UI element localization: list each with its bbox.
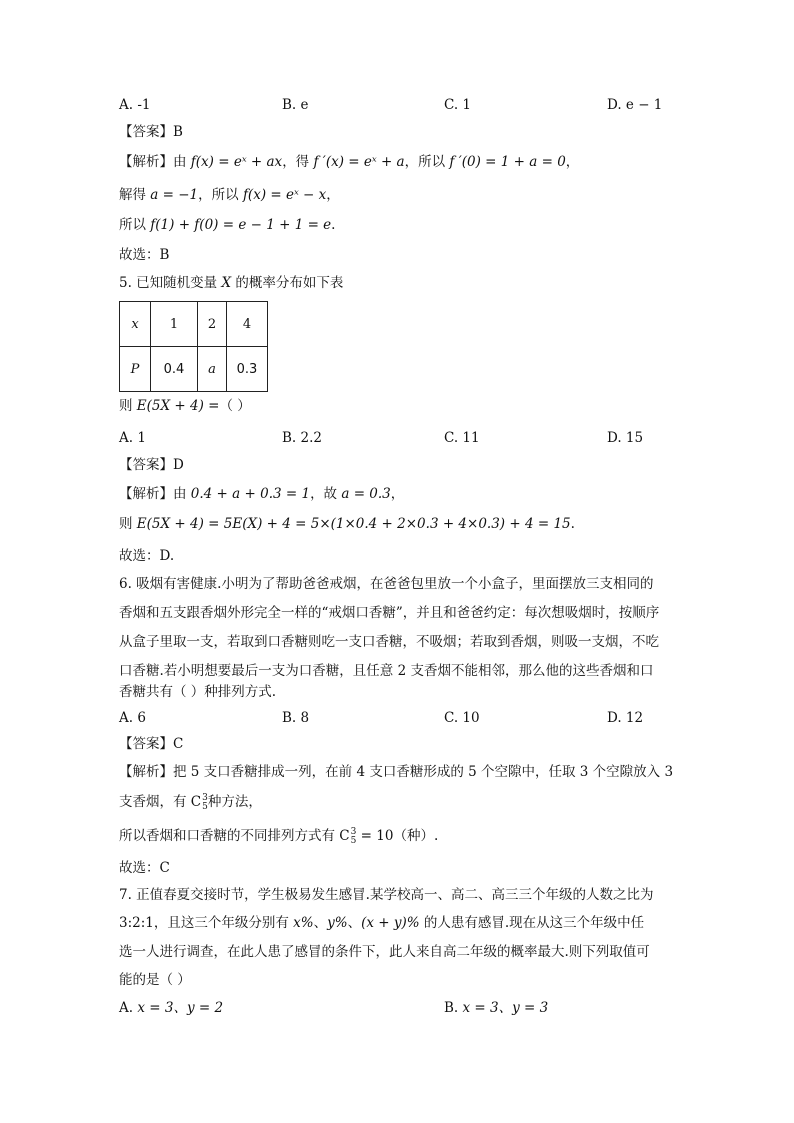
text: . — [570, 516, 575, 532]
q5-solution-line-2 — [119, 514, 575, 534]
math-expr: x% — [293, 915, 314, 931]
solution-label: 【解析】 — [119, 764, 173, 780]
solution-label: 【解析】 — [119, 486, 173, 502]
q6-option-a: A. 6 — [119, 710, 146, 726]
text: 由 — [173, 486, 191, 502]
text: ， — [565, 154, 580, 170]
text: 把 5 支口香糖排成一列，在前 4 支口香糖形成的 5 个空隙中，任取 3 个空隙放入 3 — [173, 764, 674, 780]
q5-option-a: A. 1 — [119, 430, 146, 446]
math-expr: E(5X + 4) = 5E(X) + 4 = 5×(1×0.4 + 2×0.3 + 4×0.3) + 4 = 15 — [136, 516, 571, 532]
q4-solution-line-3 — [119, 215, 335, 235]
math-expr: = 10 — [356, 828, 394, 844]
q4-option-c: C. 1 — [444, 97, 472, 113]
q4-solution-line-2 — [119, 185, 340, 205]
math-expr: a = −1 — [150, 187, 199, 203]
table-cell: 2 — [198, 302, 227, 347]
q5-conclusion: 故选：D. — [119, 548, 175, 564]
text: 所以 — [119, 217, 151, 233]
math-expr: a = 0.3 — [341, 486, 391, 502]
text: ，得 — [282, 154, 314, 170]
text: 则 — [119, 398, 137, 414]
q6-stem-line-1: 6. 吸烟有害健康.小明为了帮助爸爸戒烟，在爸爸包里放一个小盒子，里面摆放三支相同的 — [119, 576, 654, 592]
superscript: 3 — [350, 826, 357, 837]
math-expr: (x + y)% — [361, 915, 420, 931]
q7-option-a — [119, 998, 223, 1018]
table-row — [120, 302, 268, 347]
q7-stem-line-4: 能的是（ ） — [119, 972, 191, 988]
q6-solution-line-3 — [119, 826, 438, 846]
math-expr: f ′(x) = eˣ + a — [313, 154, 405, 170]
q6-solution-line-1 — [119, 762, 673, 782]
text: （种）. — [393, 828, 439, 844]
math-expr: 0.4 + a + 0.3 = 1 — [190, 486, 311, 502]
q6-answer: 【答案】C — [119, 736, 184, 752]
table-cell: x — [120, 302, 151, 347]
text: （ ） — [219, 398, 251, 414]
math-var: X — [221, 275, 232, 291]
combination-symbol: C — [339, 828, 350, 844]
subscript: 5 — [202, 801, 208, 812]
q5-answer: 【答案】D — [119, 457, 184, 473]
q7-stem-line-1: 7. 正值春夏交接时节，学生极易发生感冒.某学校高一、高二、高三三个年级的人数之比为 — [119, 887, 654, 903]
math-expr: f ′(0) = 1 + a = 0 — [449, 154, 566, 170]
q6-option-d: D. 12 — [607, 710, 644, 726]
text: 的人患有感冒.现在从这三个年级中任 — [419, 915, 645, 931]
q4-option-d: D. e − 1 — [607, 97, 663, 113]
math-expr: f(1) + f(0) = e − 1 + 1 = e — [150, 217, 332, 233]
text: . — [331, 217, 336, 233]
q5-solution-line-1 — [119, 484, 404, 504]
q6-stem-line-3: 从盒子里取一支，若取到口香糖则吃一支口香糖，不吸烟；若取到香烟，则吸一支烟，不吃 — [119, 634, 659, 650]
text: 种方法， — [207, 794, 262, 810]
q4-answer: 【答案】B — [119, 124, 183, 140]
text: 3:2:1，且这三个年级分别有 — [119, 915, 294, 931]
option-label: B. — [444, 1000, 463, 1016]
superscript: 3 — [202, 792, 208, 803]
text: ，所以 — [198, 187, 243, 203]
q4-option-b: B. e — [282, 97, 309, 113]
q5-option-c: C. 11 — [444, 430, 480, 446]
table-cell: 1 — [151, 302, 198, 347]
q5-option-b: B. 2.2 — [282, 430, 322, 446]
q6-solution-line-2 — [119, 792, 262, 812]
q5-stem — [119, 273, 343, 293]
text: 、 — [347, 915, 362, 931]
text: ， — [326, 187, 340, 203]
math-expr: y% — [327, 915, 348, 931]
math-expr: E(5X + 4) = — [136, 398, 220, 414]
text: ，所以 — [404, 154, 450, 170]
q6-option-c: C. 10 — [444, 710, 480, 726]
math-expr: f(x) = eˣ + ax — [190, 154, 283, 170]
q7-option-b — [444, 998, 548, 1018]
option-label: A. — [119, 1000, 138, 1016]
text: 支香烟，有 — [119, 794, 191, 810]
q4-solution-line-1 — [119, 152, 579, 172]
subscript: 5 — [350, 835, 357, 846]
q6-conclusion: 故选：C — [119, 860, 170, 876]
table-cell: 0.4 — [151, 347, 198, 392]
solution-label: 【解析】 — [119, 154, 173, 170]
math-expr: f(x) = eˣ − x — [242, 187, 327, 203]
text: 的概率分布如下表 — [231, 275, 344, 291]
math-expr: x = 3、y = 2 — [137, 1000, 224, 1016]
text: 则 — [119, 516, 137, 532]
text: 解得 — [119, 187, 151, 203]
text: ，故 — [310, 486, 342, 502]
table-cell: 0.3 — [227, 347, 268, 392]
q6-option-b: B. 8 — [282, 710, 310, 726]
q6-stem-line-5: 香糖共有（ ）种排列方式. — [119, 684, 277, 700]
q7-stem-line-2 — [119, 913, 644, 933]
text: 所以香烟和口香糖的不同排列方式有 — [119, 828, 340, 844]
table-row — [120, 347, 268, 392]
text: 5. 已知随机变量 — [119, 275, 222, 291]
q7-stem-line-3: 选一人进行调查，在此人患了感冒的条件下，此人来自高二年级的概率最大.则下列取值可 — [119, 944, 650, 960]
text: 、 — [313, 915, 328, 931]
combination-symbol: C — [190, 794, 202, 810]
q6-stem-line-4: 口香糖.若小明想要最后一支为口香糖，且任意 2 支香烟不能相邻，那么他的这些香烟和口 — [119, 663, 654, 679]
table-cell: 4 — [227, 302, 268, 347]
probability-table — [119, 301, 268, 392]
q4-conclusion: 故选：B — [119, 247, 170, 263]
q6-stem-line-2: 香烟和五支跟香烟外形完全一样的“戒烟口香糖”，并且和爸爸约定：每次想吸烟时，按顺序 — [119, 605, 660, 621]
q5-option-d: D. 15 — [607, 430, 644, 446]
math-expr: x = 3、y = 3 — [462, 1000, 549, 1016]
q4-option-a: A. -1 — [119, 97, 151, 113]
table-cell: P — [120, 347, 151, 392]
text: 由 — [173, 154, 191, 170]
text: ， — [390, 486, 405, 502]
table-cell: a — [198, 347, 227, 392]
q5-question — [119, 396, 251, 416]
